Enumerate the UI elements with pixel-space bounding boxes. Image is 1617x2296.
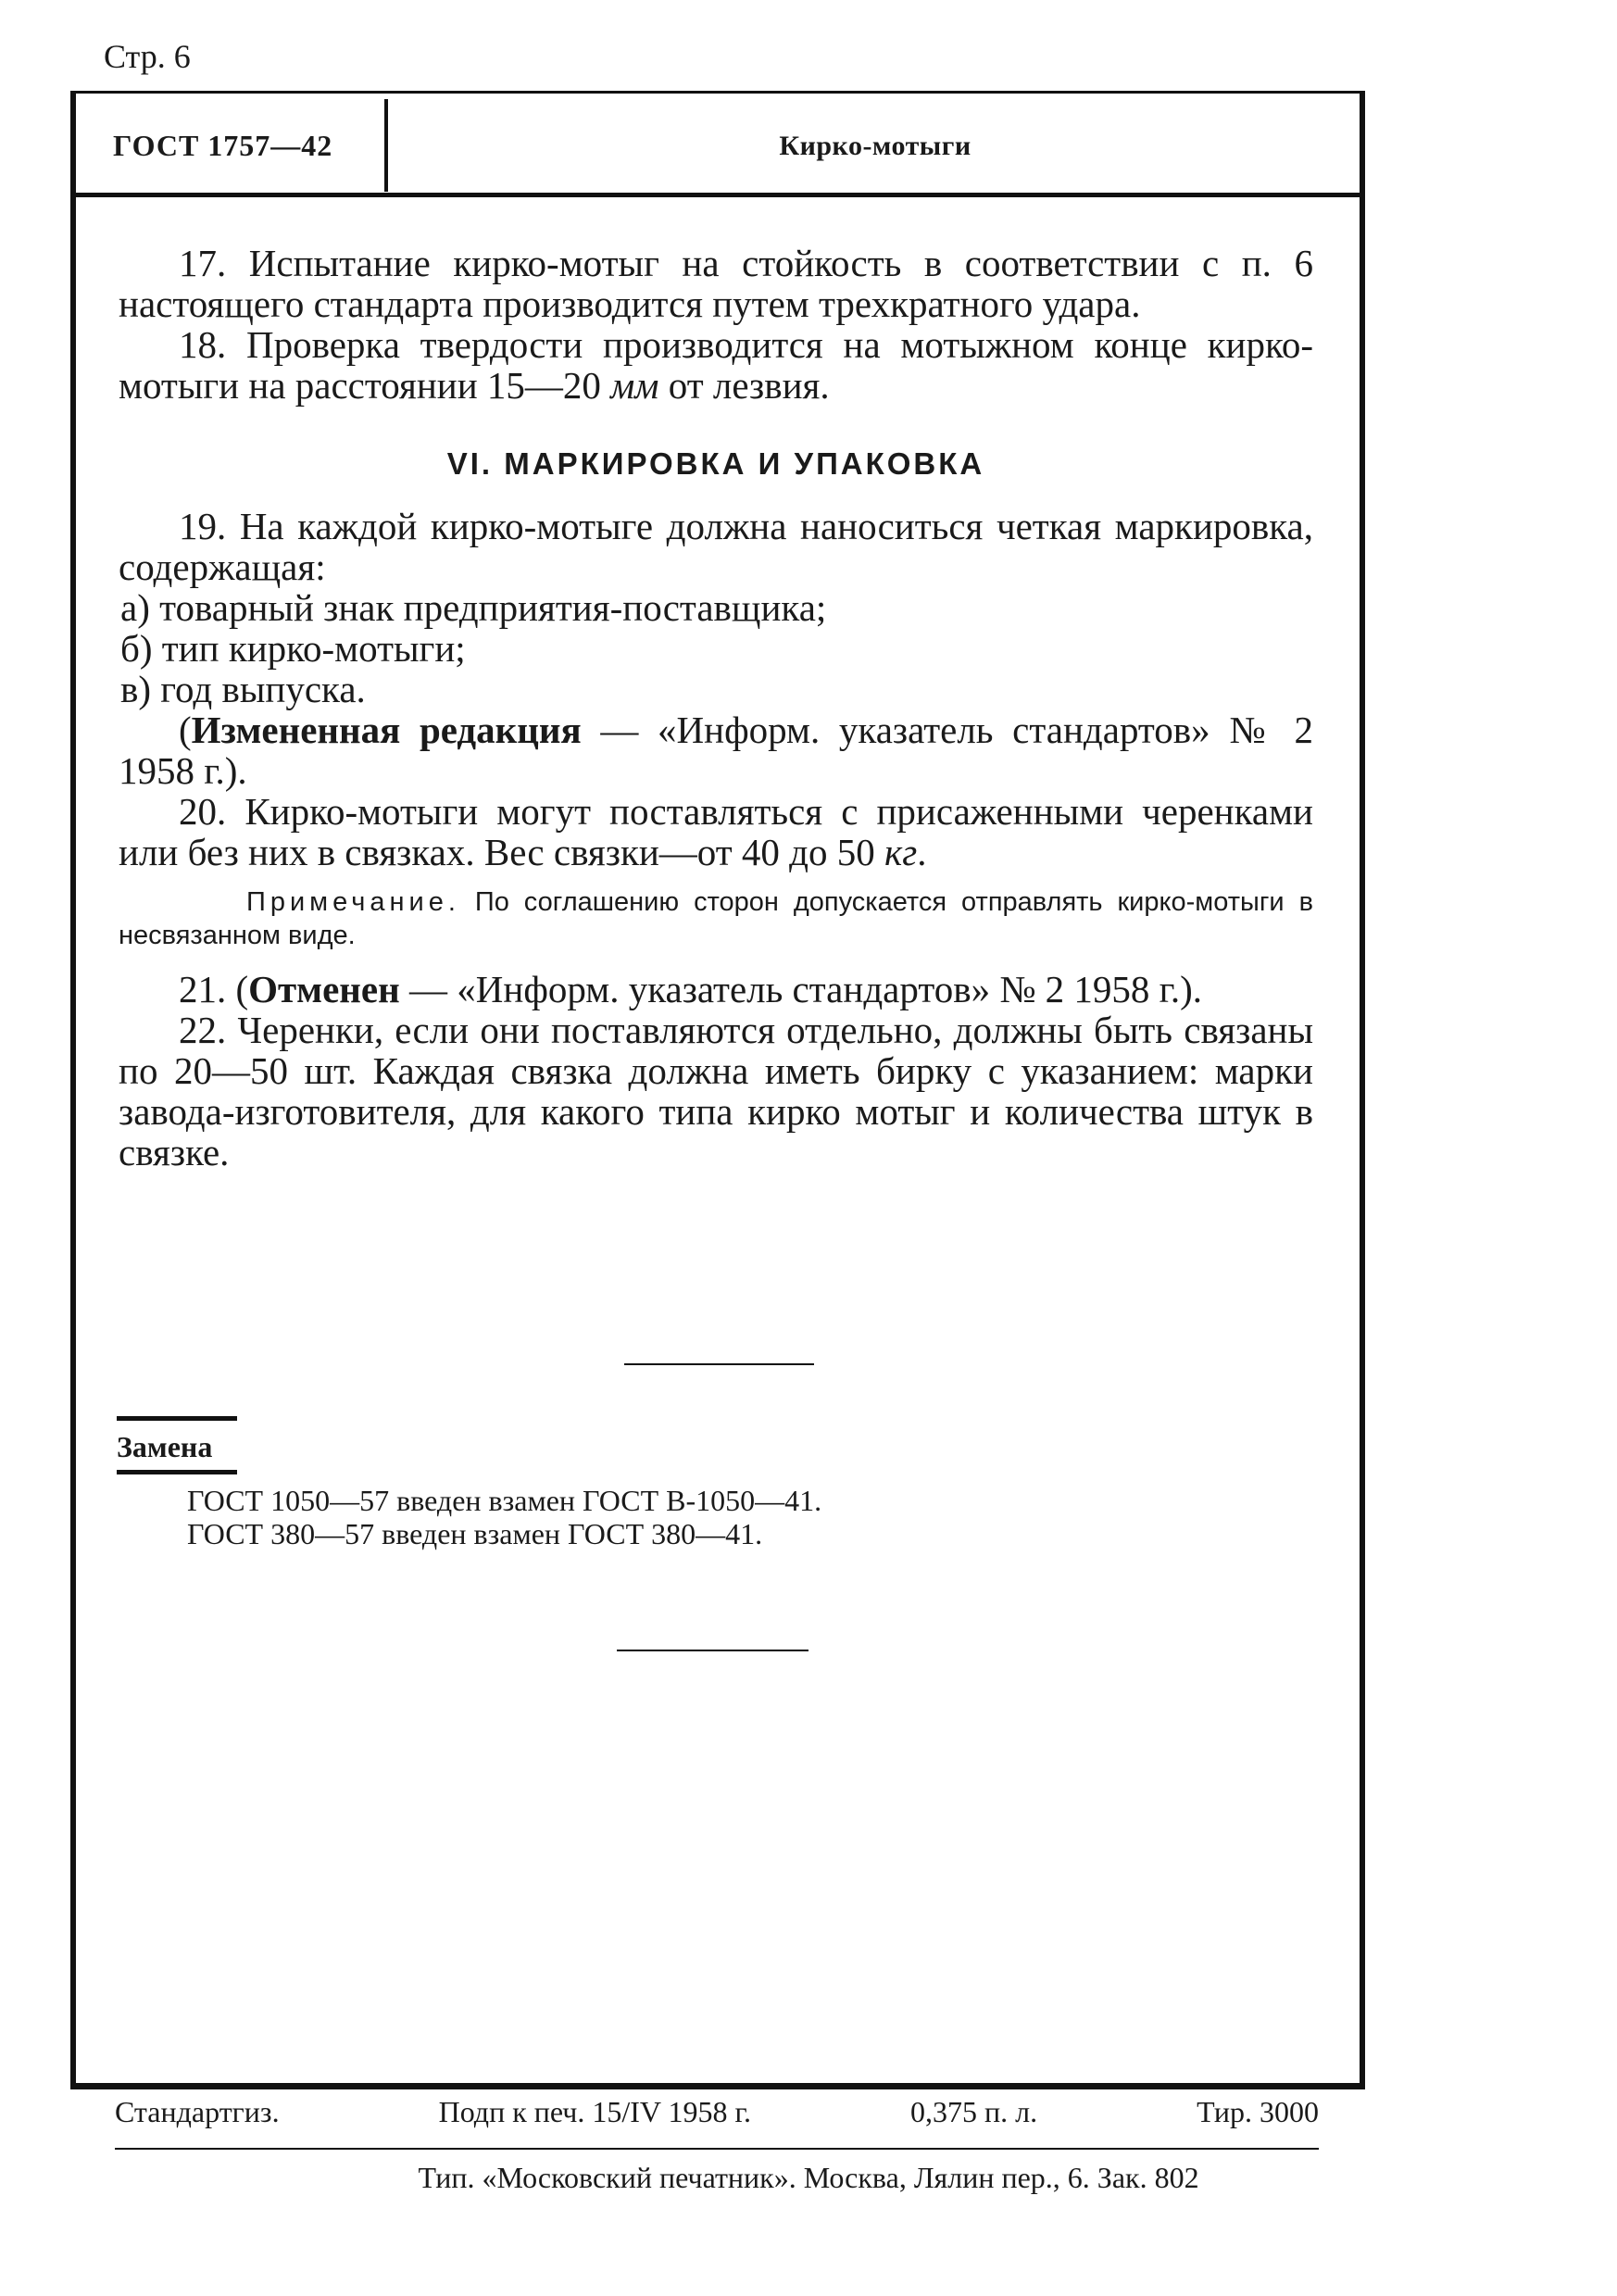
change-label: Измененная редакция bbox=[191, 709, 582, 751]
signed-to-print: Подп к печ. 15/IV 1958 г. bbox=[438, 2095, 751, 2128]
paragraph-17: 17. Испытание кирко-мотыг на стойкость в соответствии с п. 6 настоящего стандарта производится путем трехкратного удара. bbox=[119, 242, 1313, 325]
list-item: а) товарный знак предприятия-поставщика; bbox=[120, 586, 827, 629]
paragraph-20-end: . bbox=[917, 831, 927, 873]
list-item: в) год выпуска. bbox=[120, 668, 366, 710]
paragraph-21 bbox=[119, 969, 1313, 1010]
printer-info: Тип. «Московский печатник». Москва, Лялин пер., 6. Зак. 802 bbox=[418, 2161, 1199, 2194]
page-number: Стр. 6 bbox=[104, 38, 191, 75]
list-item: б) тип кирко-мотыги; bbox=[120, 627, 466, 670]
paragraph-22: 22. Черенки, если они поставляются отдельно, должны быть связаны по 20—50 шт. Каждая связка должна иметь бирку с указанием: марки завода-изготовителя, для какого типа кирко мотыг и количества штук в связке. bbox=[119, 1009, 1313, 1173]
paragraph-20 bbox=[119, 791, 1313, 872]
paragraph-18-end: от лезвия. bbox=[658, 364, 830, 407]
standard-code: ГОСТ 1757—42 bbox=[113, 129, 333, 162]
paragraph-19: 19. На каждой кирко-мотыге должна наноситься четкая маркировка, содержащая: bbox=[119, 505, 1313, 588]
note-label: Примечание. bbox=[246, 887, 460, 917]
header-row bbox=[76, 94, 1360, 197]
printed-sheets: 0,375 п. л. bbox=[909, 2095, 1038, 2128]
unit-kg: кг bbox=[884, 831, 918, 873]
change-open: ( bbox=[179, 709, 192, 751]
publisher: Стандартгиз. bbox=[115, 2095, 280, 2128]
section-heading: VI. МАРКИРОВКА И УПАКОВКА bbox=[446, 446, 985, 481]
paragraph-21-number: 21. ( bbox=[179, 968, 249, 1010]
print-run: Тир. 3000 bbox=[1197, 2095, 1319, 2128]
separator-rule bbox=[617, 1650, 808, 1651]
replacement-line: ГОСТ 1050—57 введен взамен ГОСТ В-1050—41. bbox=[187, 1484, 822, 1517]
replacement-line: ГОСТ 380—57 введен взамен ГОСТ 380—41. bbox=[187, 1517, 763, 1550]
change-reference: — «Информ. указатель стандартов» № 2 1958 г.). bbox=[119, 709, 1313, 792]
paragraph-18-text: 18. Проверка твердости производится на мотыжном конце кирко-мотыги на расстоянии 15—20 bbox=[119, 323, 1313, 407]
main-content bbox=[119, 243, 1313, 1173]
imprint-line bbox=[115, 2095, 1319, 2129]
header-divider bbox=[384, 99, 388, 192]
standard-title: Кирко-мотыги bbox=[779, 131, 971, 161]
paragraph-18 bbox=[119, 324, 1313, 406]
replacement-block bbox=[117, 1416, 950, 1550]
replacement-lines bbox=[117, 1484, 950, 1550]
cancelled-label: Отменен bbox=[248, 968, 400, 1010]
imprint-rule bbox=[115, 2148, 1319, 2150]
note-text: По соглашению сторон допускается отправлять кирко-мотыги в несвязанном виде. bbox=[119, 887, 1313, 950]
paragraph-20-text: 20. Кирко-мотыги могут поставляться с присаженными черенками или без них в связках. Вес связки—от 40 до 50 bbox=[119, 790, 1313, 873]
unit-mm: мм bbox=[610, 364, 659, 407]
note bbox=[119, 885, 1313, 952]
separator-rule bbox=[624, 1363, 814, 1365]
replacement-title: Замена bbox=[117, 1416, 237, 1474]
paragraph-21-reference: — «Информ. указатель стандартов» № 2 1958 г.). bbox=[399, 968, 1203, 1010]
change-note bbox=[119, 709, 1313, 791]
